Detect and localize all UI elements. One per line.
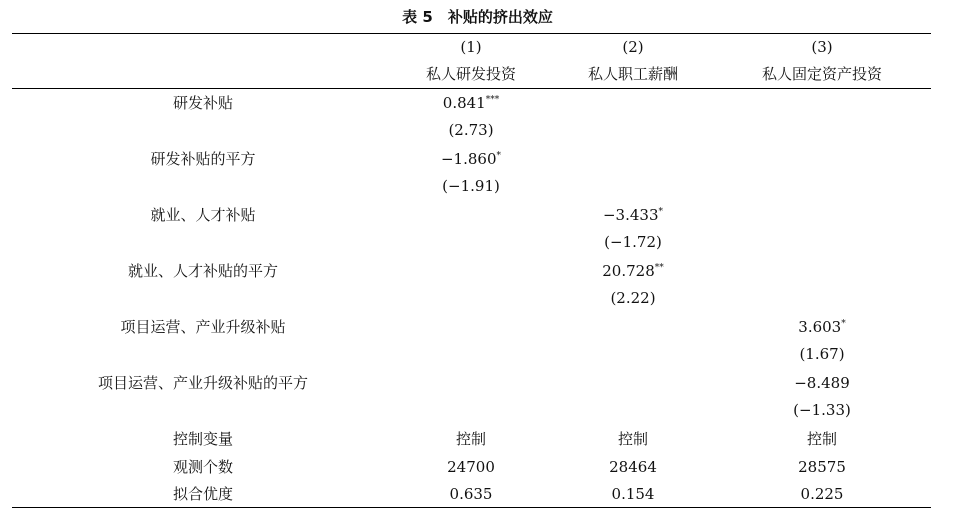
table-title: 表 5 补贴的挤出效应 (402, 8, 553, 26)
t-stat-cell: (1.67) (799, 345, 845, 363)
footer-label: 控制变量 (172, 430, 234, 448)
row-label: 项目运营、产业升级补贴 (120, 318, 286, 336)
col-2-name: 私人职工薪酬 (587, 65, 679, 83)
footer-cell: 28575 (798, 458, 846, 476)
footer-cell: 控制 (455, 430, 487, 448)
row-label: 就业、人才补贴的平方 (127, 262, 279, 280)
footer-label: 拟合优度 (172, 485, 234, 503)
footer-cell: 0.225 (800, 485, 844, 503)
top-rule (12, 33, 931, 34)
col-1-number: (1) (460, 38, 482, 56)
t-stat-cell: (−1.91) (442, 177, 500, 195)
coefficient-cell: 20.728** (602, 262, 664, 280)
footer-cell: 控制 (617, 430, 649, 448)
bottom-rule (12, 507, 931, 508)
t-stat-cell: (2.73) (448, 121, 494, 139)
footer-label: 观测个数 (172, 458, 234, 476)
coefficient-cell: 0.841*** (442, 94, 500, 112)
coefficient-cell: −3.433* (602, 206, 664, 224)
footer-cell: 28464 (609, 458, 657, 476)
t-stat-cell: (2.22) (610, 289, 656, 307)
footer-cell: 24700 (447, 458, 495, 476)
col-2-number: (2) (622, 38, 644, 56)
coefficient-cell: 3.603* (798, 318, 846, 336)
footer-cell: 0.635 (449, 485, 493, 503)
row-label: 研发补贴 (172, 94, 234, 112)
t-stat-cell: (−1.33) (793, 401, 851, 419)
col-3-name: 私人固定资产投资 (761, 65, 883, 83)
row-label: 就业、人才补贴 (150, 206, 256, 224)
col-3-number: (3) (811, 38, 833, 56)
coefficient-cell: −1.860* (440, 150, 502, 168)
row-label: 项目运营、产业升级补贴的平方 (97, 374, 309, 392)
col-1-name: 私人研发投资 (425, 65, 517, 83)
row-label: 研发补贴的平方 (150, 150, 256, 168)
header-rule (12, 88, 931, 89)
t-stat-cell: (−1.72) (604, 233, 662, 251)
footer-cell: 控制 (806, 430, 838, 448)
coefficient-cell: −8.489 (794, 374, 850, 392)
footer-cell: 0.154 (611, 485, 655, 503)
